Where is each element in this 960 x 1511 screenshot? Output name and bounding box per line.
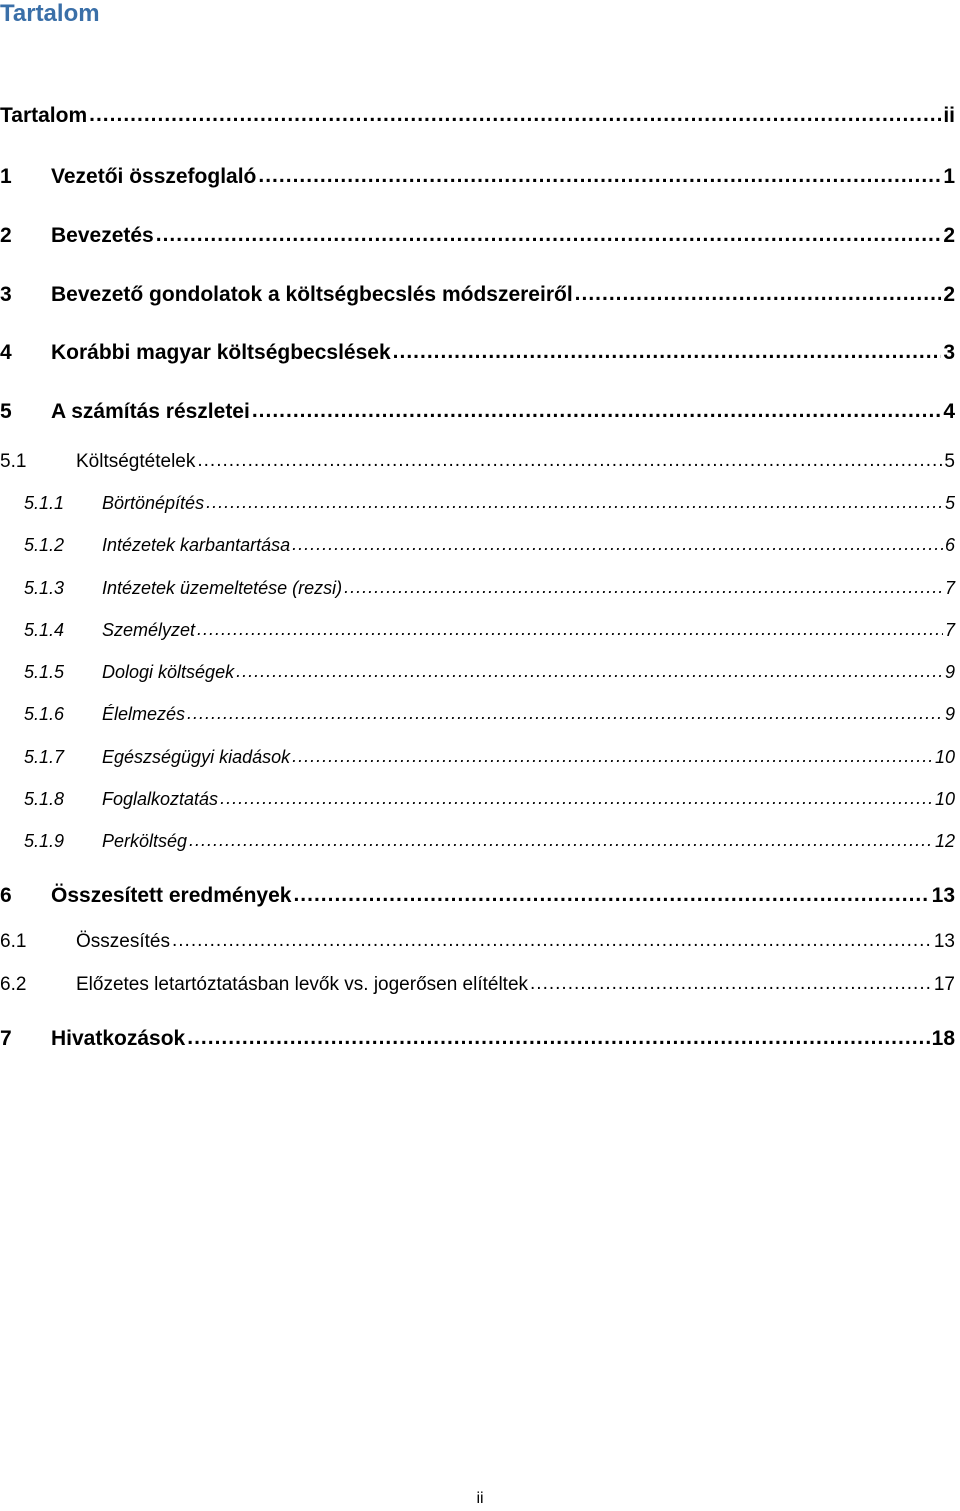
toc-entry-page: 10 bbox=[934, 789, 955, 809]
toc-dot-leader bbox=[530, 973, 932, 995]
page-title: Tartalom bbox=[0, 0, 100, 27]
toc-entry-title: Intézetek karbantartása bbox=[102, 535, 291, 555]
toc-entry-title: Vezetői összefoglaló bbox=[51, 165, 257, 188]
toc-dot-leader bbox=[156, 223, 942, 247]
toc-entry-6-2[interactable] bbox=[0, 974, 955, 996]
toc-entry-title: Előzetes letartóztatásban levők vs. jogerősen elítéltek bbox=[76, 974, 529, 995]
toc-entry-title: Összesítés bbox=[76, 931, 170, 952]
toc-entry-number: 5.1.1 bbox=[24, 493, 65, 513]
toc-entry-5-1-3[interactable] bbox=[0, 578, 955, 599]
toc-entry-title: Bevezetés bbox=[51, 224, 154, 247]
toc-dot-leader bbox=[187, 1026, 929, 1050]
toc-dot-leader bbox=[189, 830, 933, 851]
toc-entry-number: 5.1 bbox=[0, 451, 27, 472]
toc-entry-5-1-6[interactable] bbox=[0, 704, 955, 725]
toc-entry-page: 13 bbox=[931, 884, 955, 907]
toc-entry-title: Költségtételek bbox=[76, 451, 196, 472]
toc-entry-number: 5.1.8 bbox=[24, 789, 65, 809]
toc-entry-page: 10 bbox=[934, 747, 955, 767]
toc-entry-4[interactable] bbox=[0, 341, 955, 365]
toc-entry-1[interactable] bbox=[0, 165, 955, 189]
toc-entry-number: 5.1.3 bbox=[24, 578, 65, 598]
toc-entry-title: Korábbi magyar költségbecslések bbox=[51, 341, 391, 364]
toc-entry-page: 1 bbox=[943, 165, 955, 188]
toc-dot-leader bbox=[197, 619, 943, 640]
toc-entry-title: Intézetek üzemeltetése (rezsi) bbox=[102, 578, 343, 598]
toc-dot-leader bbox=[344, 577, 943, 598]
toc-dot-leader bbox=[393, 340, 942, 364]
toc-entry-title: Dologi költségek bbox=[102, 662, 235, 682]
toc-entry-number: 6.1 bbox=[0, 931, 27, 952]
toc-entry-7[interactable] bbox=[0, 1027, 955, 1051]
toc-entry-title: Hivatkozások bbox=[51, 1027, 186, 1050]
toc-entry-number: 7 bbox=[0, 1027, 12, 1050]
toc-entry-title: Börtönépítés bbox=[102, 493, 205, 513]
toc-entry-page: 7 bbox=[944, 620, 955, 640]
toc-entry-title: Összesített eredmények bbox=[51, 884, 292, 907]
toc-dot-leader bbox=[89, 103, 941, 127]
toc-entry-5-1-8[interactable] bbox=[0, 789, 955, 810]
toc-entry-page: 9 bbox=[944, 662, 955, 682]
toc-entry-5-1-4[interactable] bbox=[0, 620, 955, 641]
toc-entry-5-1-2[interactable] bbox=[0, 535, 955, 556]
toc-dot-leader bbox=[206, 492, 943, 513]
toc-entry-title: Tartalom bbox=[0, 104, 88, 127]
toc-entry-5-1-5[interactable] bbox=[0, 662, 955, 683]
toc-entry-number: 6 bbox=[0, 884, 12, 907]
toc-dot-leader bbox=[292, 746, 933, 767]
toc-entry-page: 9 bbox=[944, 704, 955, 724]
toc-entry-title: Foglalkoztatás bbox=[102, 789, 219, 809]
toc-dot-leader bbox=[293, 883, 929, 907]
toc-entry-title: Bevezető gondolatok a költségbecslés módszereiről bbox=[51, 283, 573, 306]
toc-entry-number: 5.1.7 bbox=[24, 747, 65, 767]
toc-entry-5-1[interactable] bbox=[0, 451, 955, 473]
toc-entry-page: 3 bbox=[943, 341, 955, 364]
toc-entry-title: Személyzet bbox=[102, 620, 196, 640]
toc-dot-leader bbox=[258, 164, 941, 188]
toc-entry-title: Perköltség bbox=[102, 831, 188, 851]
toc-entry-number: 5.1.9 bbox=[24, 831, 65, 851]
toc-entry-6[interactable] bbox=[0, 884, 955, 908]
toc-dot-leader bbox=[252, 399, 941, 423]
toc-entry-page: 13 bbox=[933, 931, 955, 952]
toc-entry-title: Egészségügyi kiadások bbox=[102, 747, 291, 767]
toc-entry-page: 4 bbox=[943, 400, 955, 423]
toc-entry-page: 5 bbox=[944, 451, 955, 472]
toc-entry-page: ii bbox=[943, 104, 955, 127]
toc-dot-leader bbox=[172, 930, 932, 952]
toc-dot-leader bbox=[575, 282, 942, 306]
toc-entry-3[interactable] bbox=[0, 283, 955, 307]
toc-entry-number: 5.1.6 bbox=[24, 704, 65, 724]
toc-entry-title: Élelmezés bbox=[102, 704, 186, 724]
toc-entry-page: 5 bbox=[944, 493, 955, 513]
toc-entry-number: 4 bbox=[0, 341, 12, 364]
page-number: ii bbox=[476, 1490, 484, 1507]
toc-dot-leader bbox=[236, 661, 943, 682]
toc-entry-number: 6.2 bbox=[0, 974, 27, 995]
toc-entry-tartalom[interactable] bbox=[0, 104, 955, 128]
toc-dot-leader bbox=[220, 788, 933, 809]
toc-entry-6-1[interactable] bbox=[0, 931, 955, 953]
toc-entry-page: 6 bbox=[944, 535, 955, 555]
toc-entry-page: 17 bbox=[933, 974, 955, 995]
toc-entry-number: 3 bbox=[0, 283, 12, 306]
toc-dot-leader bbox=[187, 703, 943, 724]
toc-entry-5-1-1[interactable] bbox=[0, 493, 955, 514]
toc-entry-number: 1 bbox=[0, 165, 12, 188]
toc-entry-page: 2 bbox=[943, 283, 955, 306]
toc-entry-2[interactable] bbox=[0, 224, 955, 248]
toc-entry-page: 2 bbox=[943, 224, 955, 247]
toc-entry-5-1-7[interactable] bbox=[0, 747, 955, 768]
toc-entry-number: 2 bbox=[0, 224, 12, 247]
toc-entry-number: 5.1.5 bbox=[24, 662, 65, 682]
toc-entry-5-1-9[interactable] bbox=[0, 831, 955, 852]
toc-entry-5[interactable] bbox=[0, 400, 955, 424]
toc-dot-leader bbox=[292, 534, 943, 555]
toc-entry-number: 5.1.4 bbox=[24, 620, 65, 640]
toc-dot-leader bbox=[197, 450, 942, 472]
toc-entry-page: 12 bbox=[934, 831, 955, 851]
toc-entry-number: 5 bbox=[0, 400, 12, 423]
toc-entry-number: 5.1.2 bbox=[24, 535, 65, 555]
toc-entry-page: 7 bbox=[944, 578, 955, 598]
toc-entry-page: 18 bbox=[931, 1027, 955, 1050]
toc-entry-title: A számítás részletei bbox=[51, 400, 250, 423]
